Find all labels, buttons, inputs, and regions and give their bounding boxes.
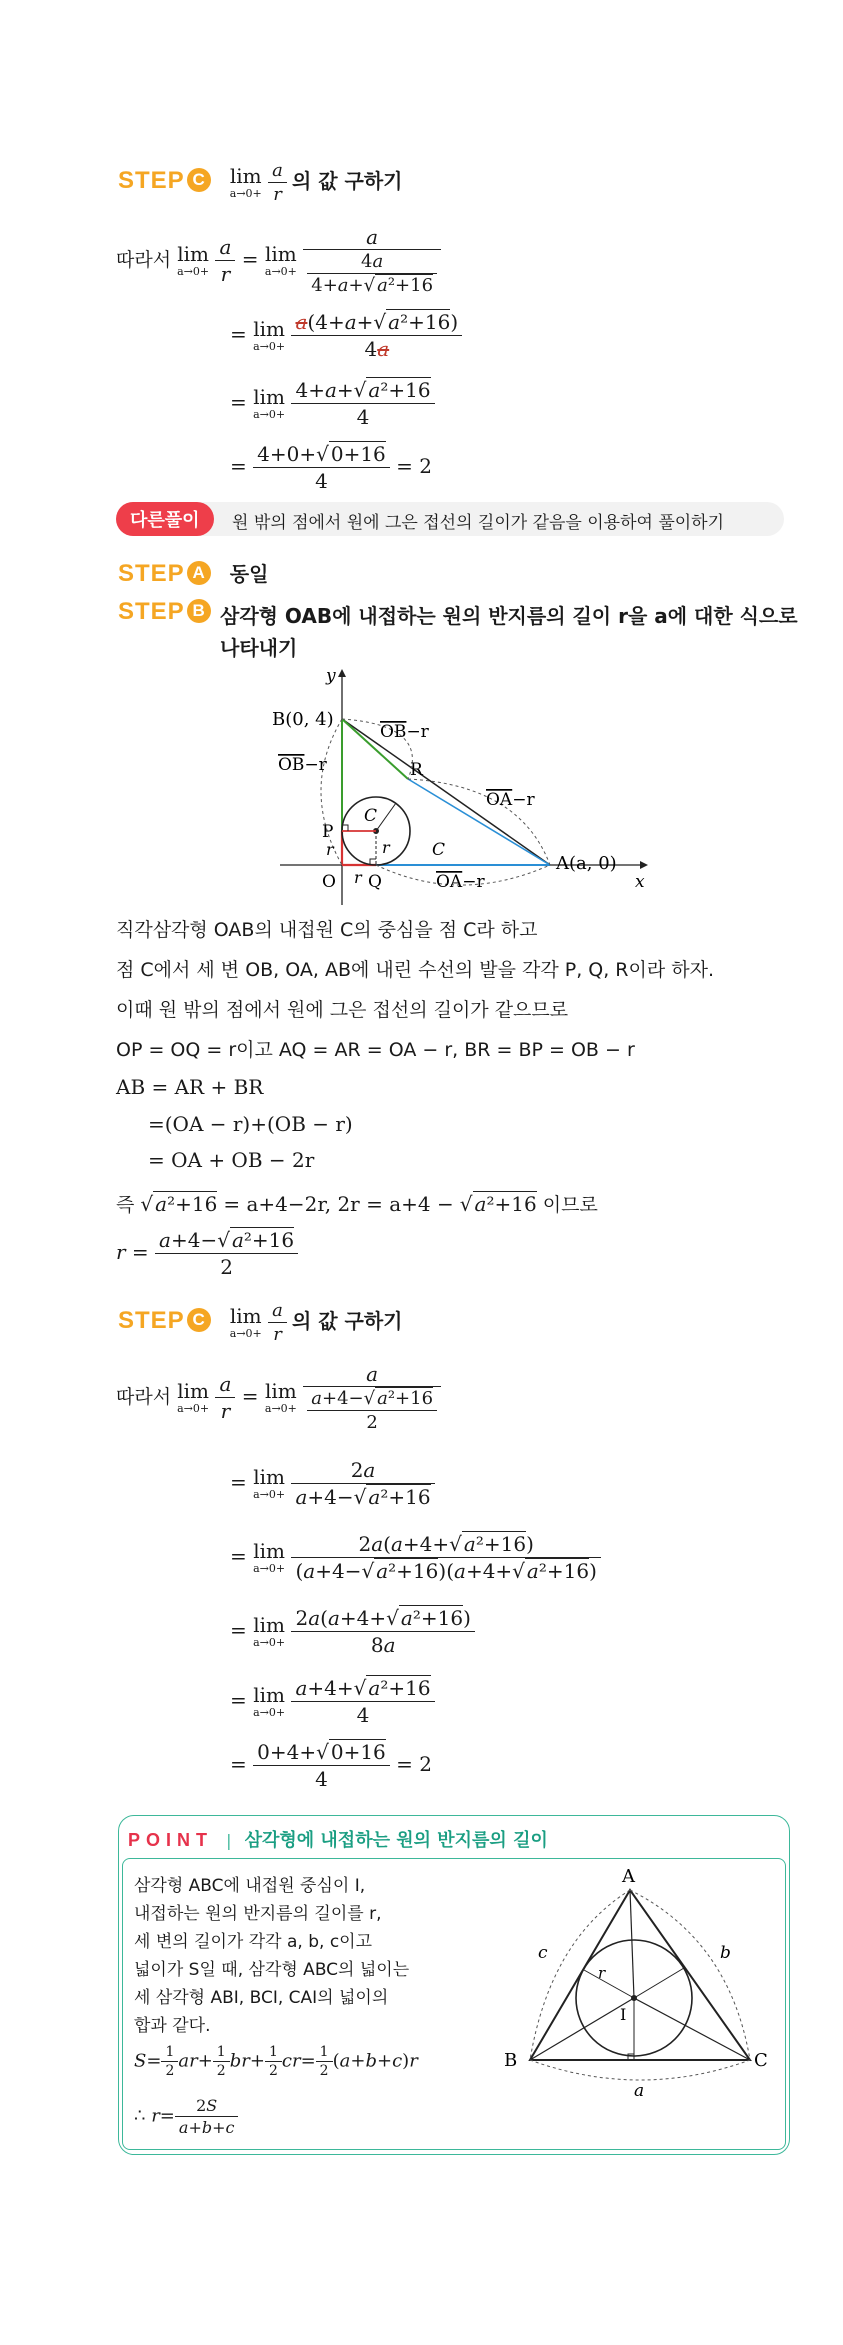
label-c: c <box>538 1943 548 1963</box>
step-a-heading: STEP A 동일 <box>118 560 269 587</box>
bottom-equation-2: = lim a→0+ $\frac{2a}{\text{a+4−√ a²+16}}$ <box>230 1458 435 1509</box>
radius-right <box>634 1968 684 1998</box>
label-C: C <box>364 806 378 826</box>
label-A: A <box>622 1866 635 1887</box>
label-B: B <box>504 2050 518 2071</box>
explanation-line-3: 이때 원 밖의 점에서 원에 그은 접선의 길이가 같으므로 <box>116 999 569 1021</box>
label-r-inner: r <box>382 838 390 857</box>
explanation-line-1: 직각삼각형 OAB의 내접원 C의 중심을 점 C라 하고 <box>116 919 538 941</box>
label-P: P <box>322 822 334 842</box>
label-B: B(0, 4) <box>272 709 334 730</box>
label-r-bottom: r <box>354 868 362 887</box>
r-formula: r = $\frac{\text{a+4−√ a²+16}}{2}$ <box>116 1228 298 1279</box>
top-equation-3: = lim a→0+ $\frac{\text{4+a+√ a²+16}}{4}$ <box>230 378 435 429</box>
incircle-diagram <box>260 665 660 910</box>
label-b: b <box>720 1943 731 1963</box>
explanation-line-8: 즉 √ a²+16 = a+4−2r, 2r = a+4 − √ a²+16 이므로 <box>116 1192 598 1216</box>
step-b-heading: STEP B <box>118 598 211 626</box>
top-equation-2: = lim a→0+ $\frac{\text{a(4+a+√ a²+16)}}{4a}$ <box>230 310 462 361</box>
triangle-ABC <box>530 1890 750 2060</box>
arc-a <box>530 2060 750 2080</box>
bottom-equation-1: 따라서 lim a→0+ $\frac{a}{r}$ = lim a→0+ $\frac{a}{\frac{\text{a+4−√ a²+16}}{2}}$ <box>116 1362 441 1433</box>
explanation-line-6: =(OA − r)+(OB − r) <box>148 1112 353 1136</box>
alt-solution-text: 원 밖의 점에서 원에 그은 접선의 길이가 같음을 이용하여 풀이하기 <box>232 513 725 533</box>
label-a: a <box>634 2081 645 2101</box>
label-x: x <box>635 872 645 892</box>
label-OBr-left: OB−r <box>278 755 327 775</box>
label-R: R <box>410 760 423 780</box>
label-OAr-right: OA−r <box>486 790 535 810</box>
top-equation-1: 따라서 lim a→0+ $\frac{a}{r}$ = lim a→0+ $\frac{a}{\frac{4a}{\text{4+a+√ a²+16}}}$ <box>116 225 441 296</box>
point-r-formula: ∴ r= $\frac{2S}{a+b+c}$ <box>134 2096 238 2137</box>
explanation-line-2: 점 C에서 세 변 OB, OA, AB에 내린 수선의 발을 각각 P, Q, R이라 하자. <box>116 959 714 981</box>
radius-left <box>584 1970 634 1998</box>
explanation-line-4: OP = OQ = r이고 AQ = AR = OA − r, BR = BP = OB − r <box>116 1039 635 1061</box>
radius-CR <box>376 803 396 831</box>
label-y: y <box>326 666 336 686</box>
label-C: C <box>754 2050 768 2071</box>
point-text: 삼각형 ABC에 내접원 중심이 I, 내접하는 원의 반지름의 길이를 r, 세 변의 길이가 각각 a, b, c이고 넓이가 S일 때, 삼각형 ABC의 넓이는 세 삼각형 ABI, BCI, CAI의 넓이의 합과 같다. <box>134 1876 410 2036</box>
label-OBr-top: OB−r <box>380 722 429 742</box>
y-axis-arrow <box>338 669 346 677</box>
alt-solution-badge: 다른풀이 <box>116 502 214 536</box>
x-axis-arrow <box>640 861 648 869</box>
top-equation-4: = $\frac{4+0+√ 0+16}{4}$ = 2 <box>230 442 432 493</box>
point-triangle-diagram <box>500 1860 770 2140</box>
explanation-line-7: = OA + OB − 2r <box>148 1148 315 1172</box>
line-BI <box>530 1998 634 2060</box>
step-c-heading-bottom: STEP C lim a→0+ $\frac{a}{r}$ 의 값 구하기 <box>118 1300 403 1345</box>
label-O: O <box>322 872 336 892</box>
bottom-equation-5: = lim a→0+ $\frac{\text{a+4+√ a²+16}}{4}$ <box>230 1676 435 1727</box>
label-I: I <box>620 2005 627 2024</box>
bottom-equation-4: = lim a→0+ $\frac{\text{2a(a+4+√ a²+16)}}{8a}$ <box>230 1606 475 1657</box>
label-r: r <box>598 1964 606 1982</box>
line-AI <box>630 1890 634 1998</box>
bottom-equation-3: = lim a→0+ $\frac{\text{2a(a+4+√ a²+16)}}{\text{(a+4−√ a²+16)(a+4+√ a²+16)}}$ <box>230 1532 601 1583</box>
label-Q: Q <box>368 872 382 892</box>
point-area-formula: S= $\frac{1}{2}$ ar+ $\frac{1}{2}$ br+ $\frac{1}{2}$ cr= $\frac{1}{2}$ (a+b+c)r <box>134 2044 418 2079</box>
label-A: A(a, 0) <box>556 853 617 874</box>
bottom-equation-6: = $\frac{0+4+√ 0+16}{4}$ = 2 <box>230 1740 432 1791</box>
step-c-heading-top: STEP C lim a→0+ $\frac{a}{r}$ 의 값 구하기 <box>118 160 403 205</box>
label-r-left: r <box>326 840 334 859</box>
label-C-circle: C <box>432 840 446 860</box>
explanation-line-5: AB = AR + BR <box>116 1075 264 1099</box>
step-b-title: 삼각형 OAB에 내접하는 원의 반지름의 길이 r을 a에 대한 식으로 나타내기 <box>220 604 798 660</box>
point-header: POINT | 삼각형에 내접하는 원의 반지름의 길이 <box>128 1830 548 1851</box>
label-OAr-bottom: OA−r <box>436 872 485 892</box>
